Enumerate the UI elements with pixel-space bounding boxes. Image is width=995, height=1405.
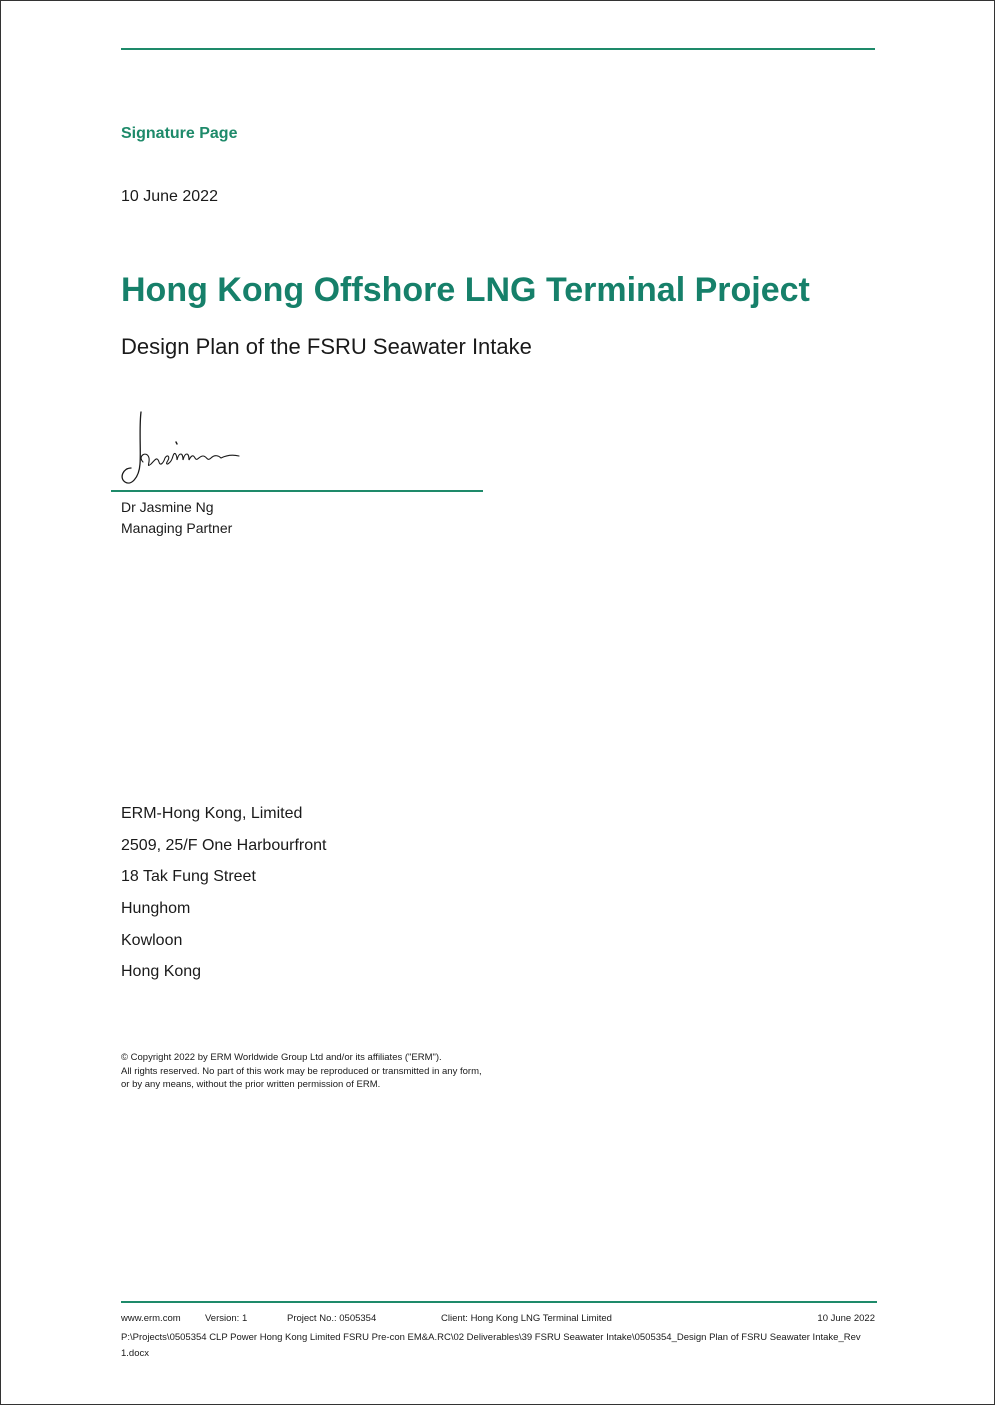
signature-line — [111, 490, 483, 492]
signatory-block — [121, 497, 232, 539]
page-subtitle: Design Plan of the FSRU Seawater Intake — [121, 334, 532, 359]
address-line: Kowloon — [121, 931, 183, 949]
address-line: ERM-Hong Kong, Limited — [121, 805, 303, 822]
address-line: 18 Tak Fung Street — [121, 868, 256, 886]
footer-divider — [121, 1301, 877, 1303]
address-line: 2509, 25/F One Harbourfront — [121, 836, 327, 854]
signatory-role: Managing Partner — [121, 520, 233, 536]
company-address — [121, 803, 326, 993]
footer-client: Client: Hong Kong LNG Terminal Limited — [441, 1313, 612, 1324]
footer-version: Version: 1 — [205, 1313, 248, 1324]
copyright-line: or by any means, without the prior written permission of ERM. — [121, 1079, 381, 1090]
address-line: Hunghom — [121, 900, 191, 918]
header-divider — [121, 48, 875, 50]
section-label: Signature Page — [121, 125, 238, 142]
copyright-line: All rights reserved. No part of this work may be reproduced or transmitted in any form, — [121, 1065, 482, 1077]
document-date: 10 June 2022 — [121, 188, 218, 205]
footer-file-path: P:\Projects\0505354 CLP Power Hong Kong Limited FSRU Pre-con EM&A.RC\02 Deliverables\39 FSRU Seawater Intake\0505354_Design Plan of FSRU Seawater Intake_Rev 1.docx — [121, 1332, 861, 1359]
footer-website: www.erm.com — [121, 1313, 181, 1324]
copyright-line: © Copyright 2022 by ERM Worldwide Group Ltd and/or its affiliates ("ERM"). — [121, 1052, 442, 1063]
address-line: Hong Kong — [121, 963, 202, 981]
footer-project-number: Project No.: 0505354 — [287, 1313, 377, 1324]
page-title: Hong Kong Offshore LNG Terminal Project — [121, 271, 810, 309]
copyright-notice — [121, 1051, 541, 1092]
signatory-name: Dr Jasmine Ng — [121, 499, 214, 515]
footer-date: 10 June 2022 — [817, 1313, 875, 1324]
handwritten-signature — [113, 406, 253, 490]
